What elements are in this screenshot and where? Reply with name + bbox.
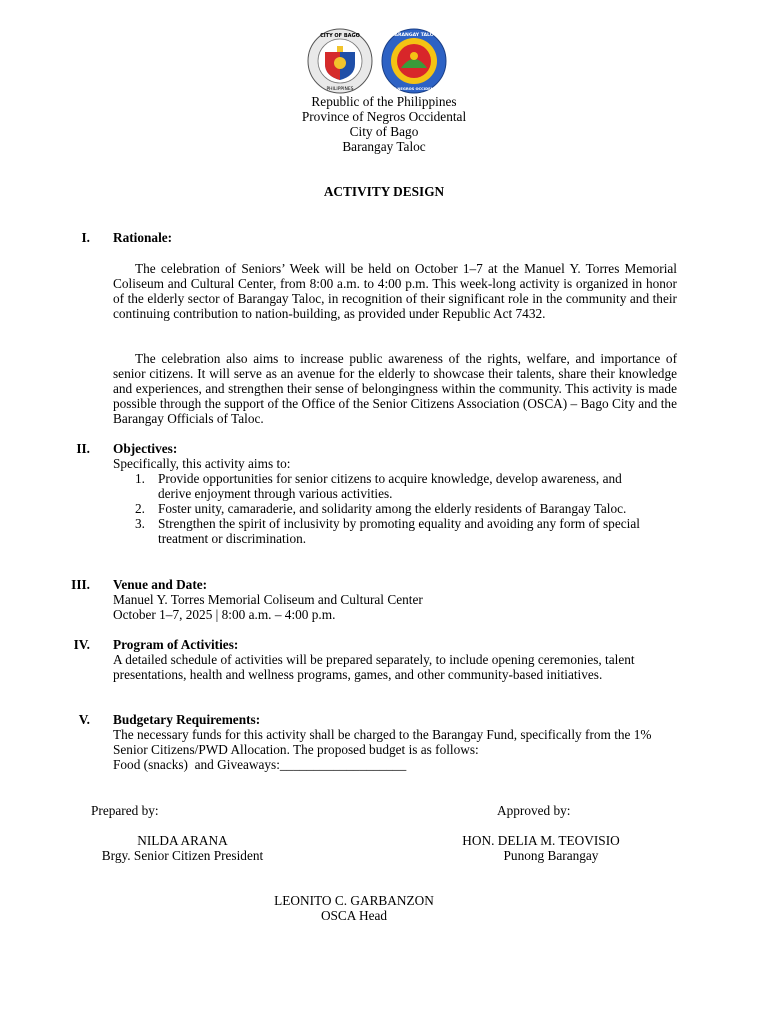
- section-heading-rationale: Rationale:: [113, 230, 173, 245]
- section-heading-program: Program of Activities:: [113, 637, 239, 652]
- preparer-title: Brgy. Senior Citizen President: [101, 848, 264, 863]
- seal-right-bottom-text: CITY NEGROS OCCIDENTAL: [387, 87, 441, 91]
- approver-title: Punong Barangay: [503, 848, 599, 863]
- section-numeral-venue: III.: [71, 577, 90, 592]
- list-item-text: Foster unity, camaraderie, and solidarity among the elderly residents of Barangay Taloc.: [158, 501, 627, 516]
- venue-location: Manuel Y. Torres Memorial Coliseum and Cultural Center: [113, 592, 423, 607]
- section-numeral-rationale: I.: [81, 230, 90, 245]
- approved-by-label: Approved by:: [497, 803, 571, 818]
- section-program: [113, 637, 677, 682]
- approver-name: HON. DELIA M. TEOVISIO: [462, 833, 620, 848]
- section-venue: [113, 577, 677, 622]
- rationale-paragraph-1: The celebration of Seniors’ Week will be held on October 1–7 at the Manuel Y. Torres Memorial Coliseum and Cultural Center, from 8:00 a.m. to 4:00 p.m. This week-long activity is organized in honor of the elderly sector of Barangay Taloc, in recognition of their significant role in the community and their continuing contribution to nation-building, as provided under Republic Act 7432.: [113, 261, 677, 321]
- osca-head-name: LEONITO C. GARBANZON: [274, 893, 434, 908]
- seal-left-bottom-text: PHILIPPINES: [326, 87, 354, 92]
- section-heading-objectives: Objectives:: [113, 441, 178, 456]
- program-text: A detailed schedule of activities will be prepared separately, to include opening ceremonies, talent presentations, health and wellness programs, games, and other community-based initiatives.: [113, 652, 635, 682]
- header-line-city: City of Bago: [349, 124, 419, 139]
- section-budget: [113, 712, 677, 772]
- osca-head-title: OSCA Head: [320, 908, 388, 923]
- document-header: [0, 94, 768, 154]
- header-line-republic: Republic of the Philippines: [311, 94, 457, 109]
- document-title: ACTIVITY DESIGN: [323, 184, 445, 199]
- section-numeral-budget: V.: [78, 712, 90, 727]
- barangay-taloc-seal: [381, 28, 447, 94]
- budget-text: The necessary funds for this activity shall be charged to the Barangay Fund, specifically from the 1% Senior Citizens/PWD Allocation. The proposed budget is as follows:: [113, 727, 652, 757]
- city-of-bago-seal: [307, 28, 373, 94]
- list-item-number: 1.: [135, 471, 145, 486]
- list-item: [113, 471, 658, 501]
- venue-date-time: October 1–7, 2025 | 8:00 a.m. – 4:00 p.m.: [113, 607, 336, 622]
- list-item-text: Provide opportunities for senior citizens to acquire knowledge, develop awareness, and derive enjoyment through various activities.: [158, 471, 622, 501]
- list-item-text: Strengthen the spirit of inclusivity by promoting equality and avoiding any form of special treatment or discrimination.: [158, 516, 640, 546]
- list-item: [113, 501, 658, 516]
- header-line-barangay: Barangay Taloc: [342, 139, 426, 154]
- section-heading-venue: Venue and Date:: [113, 577, 208, 592]
- list-item: [113, 516, 658, 546]
- section-heading-budget: Budgetary Requirements:: [113, 712, 261, 727]
- seal-right-top-text: BARANGAY TALOC: [390, 33, 438, 38]
- section-numeral-program: IV.: [73, 637, 90, 652]
- budget-item: Food (snacks) and Giveaways:___________________: [113, 757, 407, 772]
- seal-left-top-text: CITY OF BAGO: [320, 33, 360, 39]
- header-line-province: Province of Negros Occidental: [301, 109, 467, 124]
- objectives-list: [113, 471, 677, 546]
- objectives-intro: Specifically, this activity aims to:: [113, 456, 291, 471]
- section-objectives: [113, 441, 677, 546]
- section-numeral-objectives: II.: [76, 441, 90, 456]
- list-item-number: 2.: [135, 501, 145, 516]
- list-item-number: 3.: [135, 516, 145, 531]
- rationale-paragraph-2: The celebration also aims to increase public awareness of the rights, welfare, and importance of senior citizens. It will serve as an avenue for the elderly to showcase their talents, share their knowledge and experiences, and strengthen their sense of belongingness within the community. This activity is made possible through the support of the Office of the Senior Citizens Association (OSCA) – Bago City and the Barangay Officials of Taloc.: [113, 351, 677, 426]
- preparer-name: NILDA ARANA: [137, 833, 228, 848]
- prepared-by-label: Prepared by:: [91, 803, 159, 818]
